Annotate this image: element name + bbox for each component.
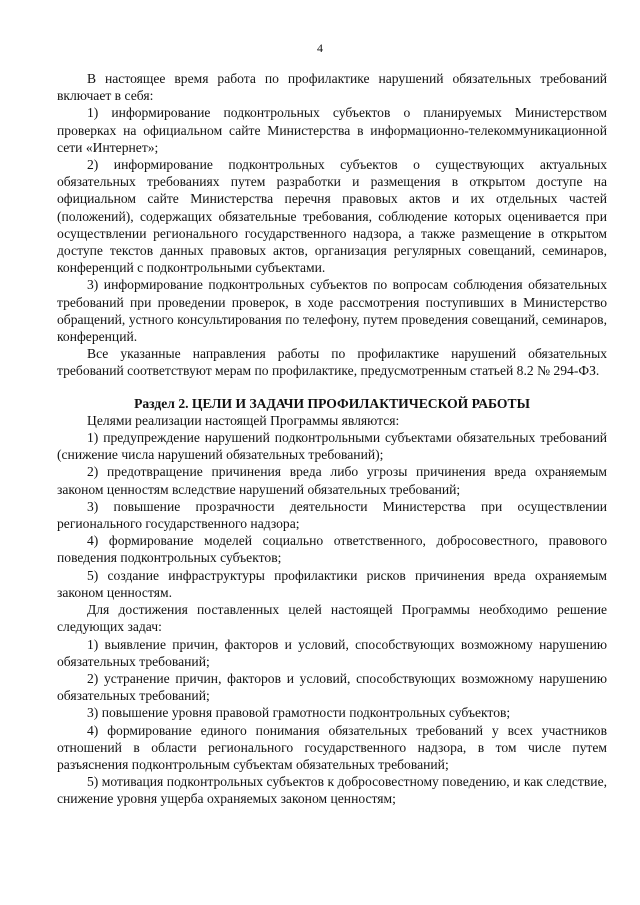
goal-item-3: 3) повышение прозрачности деятельности Министерства при осуществлении регионального государственного надзора;	[57, 498, 607, 532]
tasks-intro: Для достижения поставленных целей настоящей Программы необходимо решение следующих задач:	[57, 602, 607, 635]
page-content	[57, 70, 607, 808]
intro-paragraph: В настоящее время работа по профилактике нарушений обязательных требований включает в себя:	[57, 71, 607, 104]
goal-item-4: 4) формирование моделей социально ответственного, добросовестного, правового поведения подконтрольных субъектов;	[57, 533, 607, 566]
goal-item-2: 2) предотвращение причинения вреда либо угрозы причинения вреда охраняемым законом ценностям вследствие нарушений обязательных требований;	[57, 464, 607, 497]
intro-list-item-3: 3) информирование подконтрольных субъектов по вопросам соблюдения обязательных требований при проведении проверок, в ходе рассмотрения поступивших в Министерство обращений, устного консультирования по телефону, путем проведения совещаний, семинаров, конференций.	[57, 277, 607, 345]
goal-item-5: 5) создание инфраструктуры профилактики рисков причинения вреда охраняемым законом ценностям.	[57, 567, 607, 600]
section-2-heading: Раздел 2. ЦЕЛИ И ЗАДАЧИ ПРОФИЛАКТИЧЕСКОЙ РАБОТЫ	[134, 395, 530, 411]
task-item-1: 1) выявление причин, факторов и условий, способствующих возможному нарушению обязательных требований;	[57, 636, 607, 669]
intro-conclusion: Все указанные направления работы по профилактике нарушений обязательных требований соответствуют мерам по профилактике, предусмотренным статьей 8.2 № 294-ФЗ.	[57, 346, 607, 379]
task-item-4: 4) формирование единого понимания обязательных требований у всех участников отношений в области регионального государственного надзора, в том числе путем разъяснения подконтрольным субъектам обязательных требований;	[57, 722, 607, 772]
task-item-3: 3) повышение уровня правовой грамотности подконтрольных субъектов;	[87, 705, 511, 721]
task-item-5: 5) мотивация подконтрольных субъектов к добросовестному поведению, и как следствие, снижение уровня ущерба охраняемых законом ценностям;	[57, 774, 607, 807]
task-item-2: 2) устранение причин, факторов и условий, способствующих возможному нарушению обязательных требований;	[57, 670, 607, 704]
page-number: 4	[317, 41, 323, 55]
intro-list-item-2: 2) информирование подконтрольных субъектов о существующих актуальных обязательных требованиях путем разработки и размещения в открытом доступе на официальном сайте Министерства перечня правовых актов и их отдельных частей (положений), содержащих обязательные требования, соблюдение которых оценивается при осуществлении регионального государственного надзора, а также размещение в открытом доступе текстов данных правовых актов, организация регулярных совещаний, семинаров, конференций с подконтрольными субъектами.	[57, 157, 607, 276]
goals-intro: Целями реализации настоящей Программы являются:	[87, 412, 400, 428]
intro-list-item-1: 1) информирование подконтрольных субъектов о планируемых Министерством проверках на официальном сайте Министерства в информационно-телекоммуникационной сети «Интернет»;	[57, 105, 607, 155]
goal-item-1: 1) предупреждение нарушений подконтрольными субъектами обязательных требований (снижение числа нарушений обязательных требований);	[57, 430, 607, 463]
